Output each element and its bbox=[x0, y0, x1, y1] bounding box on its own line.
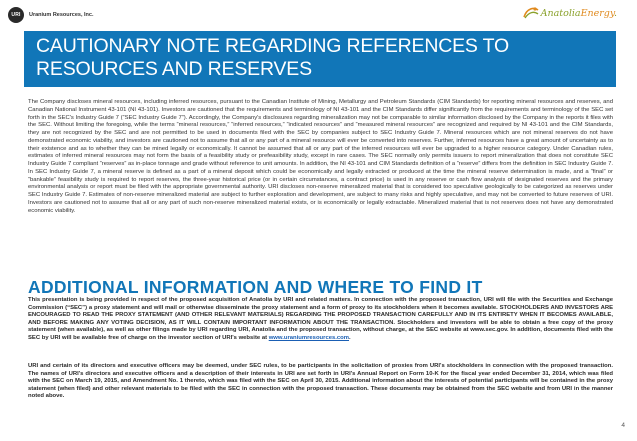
additional-information-paragraph-1 bbox=[28, 297, 613, 343]
cautionary-note-paragraph: The Company discloses mineral resources, including inferred resources, pursuant to the Canadian Institute of Mining, Metallurgy and Petroleum Standards (CIM Standards) for reporting mineral resources and reserves, and Canadian National Instrument 43-101 (NI 43-101). Investors are cautioned that the requirements and terminology of NI 43-101 and the CIM Standards differ significantly from the requirements and terminology of the SEC set forth in the SEC's Industry Guide 7 (“SEC Industry Guide 7”). Accordingly, the Company's disclosures regarding mineralization may not be comparable to similar information disclosed by the Company in the reports it files with the SEC. Without limiting the foregoing, while the terms “mineral resources,” “inferred resources,” “indicated resources” and “measured mineral resources” are recognized and required by NI 43-101 and the CIM Standards, they are not recognized by the SEC and are not permitted to be used in documents filed with the SEC by companies subject to SEC Industry Guide 7. Mineral resources which are not mineral reserves do not have demonstrated economic viability, and investors are cautioned not to assume that all or any part of a mineral resource will ever be converted into reserves. Further, inferred resources have a great amount of uncertainty as to their existence and as to whether they can be mined legally or economically. It cannot be assumed that all or any part of the inferred resources will ever be upgraded to a higher resource category. Under Canadian rules, estimates of inferred mineral resources may not form the basis of a feasibility study or prefeasibility study, except in rare cases. The SEC normally only permits issuers to report mineralization that does not constitute SEC Industry Guide 7 compliant “reserves” as in-place tonnage and grade without reference to unit amounts. In addition, the NI 43-101 and CIM Standards definition of a “reserve” differs from the definition in SEC Industry Guide 7. In SEC Industry Guide 7, a mineral reserve is defined as a part of a mineral deposit which could be economically and legally extracted or produced at the time the mineral reserve determination is made, and a “final” or “bankable” feasibility study is required to report reserves, the three-year historical price (or in certain circumstances, a contract price) is used in any reserve or cash flow analysis of designated reserves and the primary environmental analysis or report must be filed with the appropriate governmental authority. URI discloses non-reserve mineralized material that is considered too speculative geologically to be categorized as reserves under SEC Industry Guide 7. Estimates of non-reserve mineralized material are subject to further exploration and development, are subject to many risks and highly speculative, and may not be converted to future reserves of URI. Investors are cautioned not to assume that all or any part of such non-reserve mineralized material exists, or is economically or legally extractable. Mineralized material that is not reserves does not have any demonstrated economic viability. bbox=[28, 99, 613, 214]
uri-website-link[interactable]: www.uraniumresources.com bbox=[268, 334, 350, 341]
anatolia-wordmark-punct: . bbox=[613, 7, 617, 19]
page-number: 4 bbox=[621, 422, 625, 429]
title-banner bbox=[24, 31, 616, 87]
uri-logo-mark: URI bbox=[8, 7, 24, 23]
anatolia-wordmark bbox=[541, 8, 617, 19]
anatolia-wordmark-part2: Energy bbox=[580, 7, 614, 19]
page-title: CAUTIONARY NOTE REGARDING REFERENCES TO RESOURCES AND RESERVES bbox=[36, 35, 509, 80]
uri-logo bbox=[8, 7, 94, 23]
anatolia-wordmark-part1: Anatolia bbox=[540, 7, 581, 19]
company-name: Uranium Resources, Inc. bbox=[29, 12, 94, 18]
paragraph-1-text: This presentation is being provided in respect of the proposed acquisition of Anatolia by URI and related matters. In connection with the proposed transaction, URI will file with the Securities and Exchange Commission (“SEC”) a proxy statement and will mail or otherwise disseminate the proxy statement and a form of proxy to its stockholders when it becomes available. STOCKHOLDERS AND INVESTORS ARE ENCOURAGED TO READ THE PROXY STATEMENT (AND OTHER RELEVANT MATERIALS) REGARDING THE PROPOSED TRANSACTION CAREFULLY AND IN ITS ENTIRETY WHEN IT BECOMES AVAILABLE, AND BEFORE MAKING ANY VOTING DECISION, AS IT WILL CONTAIN IMPORTANT INFORMATION ABOUT THE TRANSACTION. Stockholders and investors will be able to obtain a free copy of the proxy statement (when available), as well as other filings made by URI regarding URI, Anatolia and the proposed transaction, without charge, at the SEC website at www.sec.gov. In addition, documents filed with the SEC by URI will be available free of charge on the investor section of URI's website at bbox=[28, 297, 613, 341]
additional-information-paragraph-2: URI and certain of its directors and executive officers may be deemed, under SEC rules, to be participants in the solicitation of proxies from URI's stockholders in connection with the proposed transaction. The names of URI's directors and executive officers and a description of their interests in URI are set forth in URI's Annual Report on Form 10-K for the fiscal year ended December 31, 2014, which was filed with the SEC on March 19, 2015, and Amendment No. 1 thereto, which was filed with the SEC on April 30, 2015. Additional information about the interests of potential participants will be contained in the proxy statement (when filed) and other relevant materials to be filed with the SEC in connection with the proposed transaction. These documents may be obtained from the SEC website and from URI in the manner noted above. bbox=[28, 363, 613, 400]
section-title-additional-information: ADDITIONAL INFORMATION AND WHERE TO FIND IT bbox=[28, 277, 483, 297]
anatolia-swirl-icon bbox=[522, 6, 540, 20]
header-bar bbox=[0, 0, 637, 32]
anatolia-energy-logo bbox=[522, 6, 617, 20]
paragraph-1-end: . bbox=[349, 334, 351, 341]
